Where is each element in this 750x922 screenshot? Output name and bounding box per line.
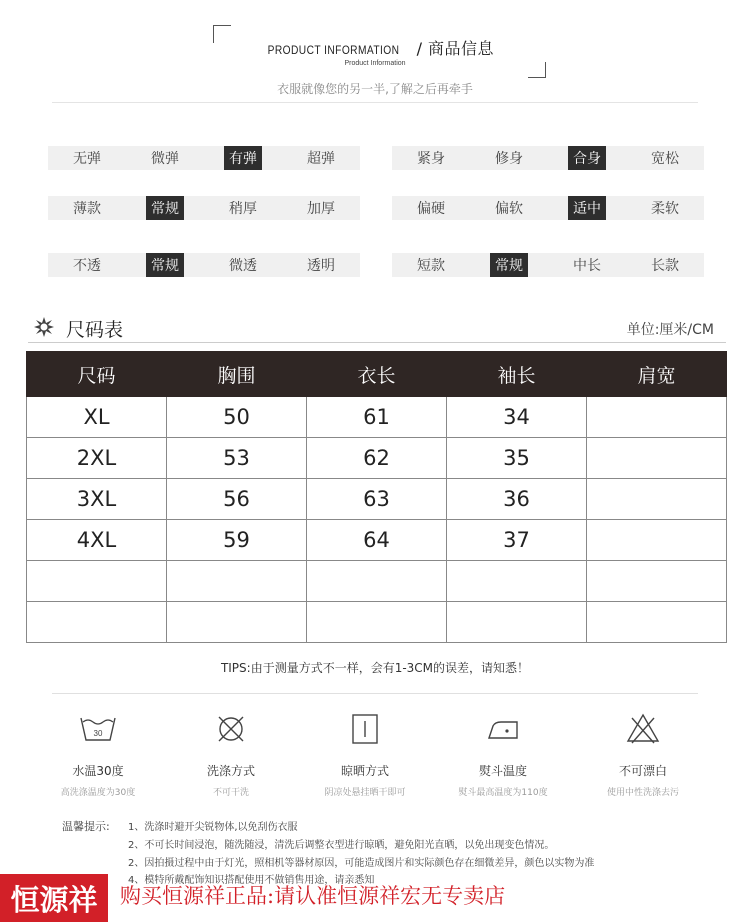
table-cell: [447, 602, 587, 643]
no-bleach-icon: [623, 712, 663, 746]
table-cell: [307, 602, 447, 643]
care-label: 熨斗温度: [478, 764, 527, 778]
tips-divider: [52, 693, 698, 694]
table-cell: 61: [307, 397, 447, 438]
table-cell: 53: [167, 438, 307, 479]
notes-label: 温馨提示:: [62, 820, 110, 833]
attr-option: 紧身: [417, 151, 445, 167]
table-cell: [27, 561, 167, 602]
care-sub: 不可干洗: [212, 788, 249, 798]
care-sub: 阴凉处悬挂晒干即可: [324, 788, 406, 798]
attr-option: 超弹: [307, 151, 335, 167]
attr-option: 柔软: [651, 201, 679, 217]
table-cell: [587, 561, 727, 602]
note-item: 2、因拍摄过程中由于灯光，照相机等器材原因，可能造成图片和实际颜色存在细微差异，颜色以实物为准: [128, 858, 595, 869]
table-row: [27, 520, 727, 561]
brand-logo: 恒源祥: [0, 874, 108, 922]
table-cell: [167, 602, 307, 643]
no-dry-clean-icon: [211, 712, 251, 746]
header-chest: 胸围: [167, 352, 307, 397]
attr-option-selected: 有弹: [204, 146, 282, 170]
table-cell: 4XL: [27, 520, 167, 561]
attr-option: 无弹: [73, 151, 101, 167]
table-cell: [587, 438, 727, 479]
header-sleeve: 袖长: [447, 352, 587, 397]
care-sub: 熨斗最高温度为110度: [458, 788, 548, 798]
note-item: 2、不可长时间浸泡，随洗随浸，清洗后调整衣型进行晾晒，避免阳光直晒，以免出现变色情况。: [128, 840, 555, 851]
sun-badge-icon: [34, 317, 54, 337]
attr-option: 不透: [73, 258, 101, 274]
table-cell: 36: [447, 479, 587, 520]
attr-row-softness: [392, 196, 704, 220]
attr-option: 微弹: [151, 151, 179, 167]
table-cell: 34: [447, 397, 587, 438]
table-cell: [167, 561, 307, 602]
table-cell: 37: [447, 520, 587, 561]
size-chart-divider: [28, 342, 726, 343]
table-cell: [587, 602, 727, 643]
table-cell: [587, 479, 727, 520]
care-item-iron: [443, 712, 563, 798]
attr-option-selected: 常规: [126, 196, 204, 220]
header-size: 尺码: [27, 352, 167, 397]
table-cell: [587, 520, 727, 561]
attr-row-elasticity: [48, 146, 360, 170]
title-english: PRODUCT INFORMATION: [267, 43, 400, 57]
attr-option-selected: 常规: [126, 253, 204, 277]
table-cell: 35: [447, 438, 587, 479]
table-row: [27, 397, 727, 438]
page-subtitle: Product Information: [344, 60, 406, 67]
attr-option-selected: 适中: [548, 196, 626, 220]
line-dry-icon: [345, 712, 385, 746]
attr-option: 透明: [307, 258, 335, 274]
attr-option: 稍厚: [229, 201, 257, 217]
attr-option: 长款: [651, 258, 679, 274]
header-divider: [52, 102, 698, 103]
iron-icon: [483, 712, 523, 746]
table-cell: 56: [167, 479, 307, 520]
care-label: 洗涤方式: [206, 764, 255, 778]
size-table: [26, 351, 727, 643]
table-cell: 63: [307, 479, 447, 520]
care-item-bleach: [583, 712, 703, 798]
attr-option: 微透: [229, 258, 257, 274]
attr-option: 宽松: [651, 151, 679, 167]
header-shoulder: 肩宽: [587, 352, 727, 397]
table-row-empty: [27, 561, 727, 602]
table-cell: XL: [27, 397, 167, 438]
attr-option-selected: 常规: [470, 253, 548, 277]
size-chart-title: 尺码表: [66, 319, 124, 341]
table-cell: 59: [167, 520, 307, 561]
attr-option: 薄款: [73, 201, 101, 217]
table-cell: 2XL: [27, 438, 167, 479]
header-length: 衣长: [307, 352, 447, 397]
table-cell: [587, 397, 727, 438]
attr-row-fit: [392, 146, 704, 170]
care-item-dry: [305, 712, 425, 798]
attr-option: 中长: [573, 258, 601, 274]
table-cell: [447, 561, 587, 602]
care-label: 不可漂白: [618, 764, 667, 778]
attr-row-transparency: [48, 253, 360, 277]
table-cell: 62: [307, 438, 447, 479]
page-title: [0, 36, 750, 59]
care-label: 晾晒方式: [340, 764, 389, 778]
table-cell: [27, 602, 167, 643]
table-header-row: [27, 352, 727, 397]
brand-slogan: 购买恒源祥正品:请认准恒源祥宏无专卖店: [120, 884, 506, 908]
attr-row-thickness: [48, 196, 360, 220]
attr-option: 偏硬: [417, 201, 445, 217]
attr-option: 修身: [495, 151, 523, 167]
attr-option-selected: 合身: [548, 146, 626, 170]
care-item-dry-clean: [171, 712, 291, 798]
note-item: 4、模特所戴配饰知识搭配使用不做销售用途，请亲悉知: [128, 875, 375, 886]
table-row: [27, 438, 727, 479]
care-sub: 高洗涤温度为30度: [60, 788, 136, 798]
title-separator: /: [410, 39, 429, 58]
svg-text:30: 30: [93, 729, 103, 738]
care-sub: 使用中性洗涤去污: [606, 788, 679, 798]
care-label: 水温30度: [72, 764, 124, 778]
attr-option: 短款: [417, 258, 445, 274]
attr-option: 偏软: [495, 201, 523, 217]
title-chinese: 商品信息: [428, 39, 495, 58]
tips-text: TIPS:由于测量方式不一样，会有1-3CM的误差，请知悉！: [220, 661, 530, 675]
table-row-empty: [27, 602, 727, 643]
page-slogan: 衣服就像您的另一半,了解之后再牵手: [277, 82, 473, 96]
table-cell: 3XL: [27, 479, 167, 520]
table-cell: 64: [307, 520, 447, 561]
note-item: 1、洗涤时避开尖锐物体,以免刮伤衣服: [128, 822, 298, 833]
wash-30-icon: [78, 712, 118, 746]
attr-option: 加厚: [307, 201, 335, 217]
attr-row-length: [392, 253, 704, 277]
size-chart-unit: 单位:厘米/CM: [626, 322, 714, 338]
care-item-wash: [38, 712, 158, 798]
table-cell: [307, 561, 447, 602]
table-cell: 50: [167, 397, 307, 438]
table-row: [27, 479, 727, 520]
